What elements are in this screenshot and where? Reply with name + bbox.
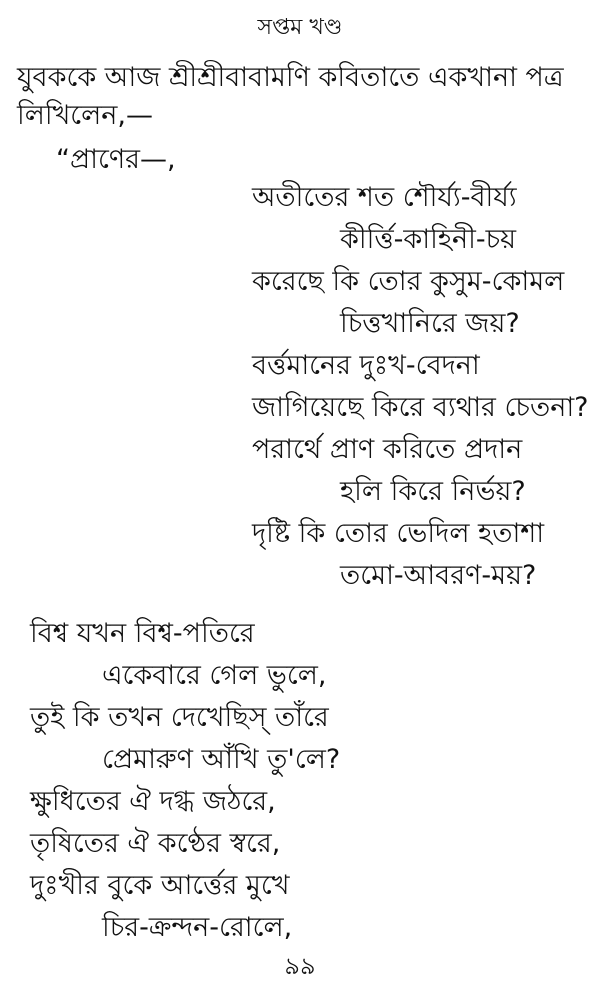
verse-line: কীর্ত্তি-কাহিনী-চয়: [340, 224, 517, 255]
verse-line: অতীতের শত শৌর্য্য-বীর্য্য: [252, 182, 517, 213]
verse-line: তুই কি তখন দেখেছিস্ তাঁরে: [30, 702, 329, 733]
page-number: ৯৯: [284, 952, 316, 980]
verse-line: একেবারে গেল ভুলে,: [102, 660, 327, 691]
verse-line: দুঃখীর বুকে আর্ত্তের মুখে: [30, 870, 290, 901]
verse-line: পরার্থে প্রাণ করিতে প্রদান: [252, 434, 523, 465]
verse-line: তৃষিতের ঐ কণ্ঠের স্বরে,: [30, 828, 281, 859]
verse-line: চিত্তখানিরে জয়?: [340, 308, 520, 339]
verse-line: বিশ্ব যখন বিশ্ব-পতিরে: [30, 618, 255, 649]
salutation: “প্রাণের—,: [56, 144, 176, 175]
page-header: সপ্তম খণ্ড: [257, 15, 343, 40]
verse-line: চির-ক্রন্দন-রোলে,: [102, 912, 293, 943]
verse-line: হলি কিরে নির্ভয়?: [340, 476, 526, 507]
verse-line: জাগিয়েছে কিরে ব্যথার চেতনা?: [252, 392, 589, 423]
verse-line: দৃষ্টি কি তোর ভেদিল হতাশা: [252, 518, 545, 549]
verse-line: প্রেমারুণ আঁখি তু'লে?: [102, 744, 341, 775]
verse-line: করেছে কি তোর কুসুম-কোমল: [252, 266, 565, 297]
intro-line: যুবককে আজ শ্রীশ্রীবাবামণি কবিতাতে একখানা পত্র: [17, 62, 564, 93]
verse-line: তমো-আবরণ-ময়?: [340, 560, 537, 591]
verse-line: ক্ষুধিতের ঐ দগ্ধ জঠরে,: [30, 786, 276, 817]
verse-line: বর্ত্তমানের দুঃখ-বেদনা: [252, 350, 480, 381]
intro-line: লিখিলেন,—: [17, 100, 153, 131]
